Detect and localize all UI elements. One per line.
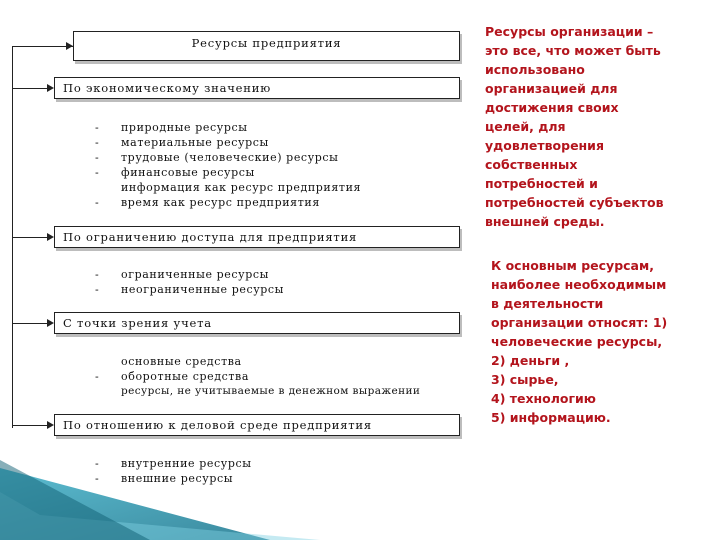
list-item: основные средства xyxy=(121,355,242,368)
definition-line: собственных xyxy=(485,157,578,172)
definition-line: это все, что может быть xyxy=(485,43,661,58)
definition-line: потребностей и xyxy=(485,176,598,191)
section-1-connector xyxy=(12,88,52,89)
definition-line: использовано xyxy=(485,62,585,77)
definition-line: удовлетворения xyxy=(485,138,604,153)
key-resources-line: 3) сырье, xyxy=(491,372,559,387)
list-dash: - xyxy=(95,196,100,209)
list-item: трудовые (человеческие) ресурсы xyxy=(121,151,339,164)
section-2-arrow-icon xyxy=(47,233,54,241)
list-item: внешние ресурсы xyxy=(121,472,234,485)
section-header-label: По ограничению доступа для предприятия xyxy=(63,230,358,244)
list-item: информация как ресурс предприятия xyxy=(121,181,362,194)
definition-line: Ресурсы организации – xyxy=(485,24,654,39)
list-dash: - xyxy=(95,166,100,179)
key-resources-line: организации относят: 1) xyxy=(491,315,668,330)
key-resources-line: человеческие ресурсы, xyxy=(491,334,663,349)
section-header-economic xyxy=(54,77,460,99)
section-header-label: По экономическому значению xyxy=(63,81,272,95)
section-2-connector xyxy=(12,237,52,238)
root-connector xyxy=(12,46,73,47)
list-item: ограниченные ресурсы xyxy=(121,268,269,281)
list-dash: - xyxy=(95,472,100,485)
list-item: оборотные средства xyxy=(121,370,249,383)
definition-line: потребностей субъектов xyxy=(485,195,664,210)
root-title: Ресурсы предприятия xyxy=(191,36,342,50)
section-header-label: С точки зрения учета xyxy=(63,316,212,330)
section-4-connector xyxy=(12,425,52,426)
list-dash: - xyxy=(95,457,100,470)
key-resources-text xyxy=(491,256,667,427)
root-box xyxy=(73,31,460,61)
key-resources-line: наиболее необходимым xyxy=(491,277,667,292)
list-dash: - xyxy=(95,370,100,383)
list-item: время как ресурс предприятия xyxy=(121,196,320,209)
list-item: неограниченные ресурсы xyxy=(121,283,285,296)
definition-line: целей, для xyxy=(485,119,566,134)
section-header-label: По отношению к деловой среде предприятия xyxy=(63,418,372,432)
definition-text xyxy=(485,22,663,231)
definition-line: организацией для xyxy=(485,81,618,96)
root-arrow-icon xyxy=(66,42,73,50)
definition-line: внешней среды. xyxy=(485,214,605,229)
key-resources-line: 5) информацию. xyxy=(491,410,611,425)
list-item: природные ресурсы xyxy=(121,121,248,134)
key-resources-line: К основным ресурсам, xyxy=(491,258,654,273)
list-item: внутренние ресурсы xyxy=(121,457,252,470)
definition-line: достижения своих xyxy=(485,100,619,115)
key-resources-line: 4) технологию xyxy=(491,391,596,406)
list-dash: - xyxy=(95,136,100,149)
section-1-arrow-icon xyxy=(47,84,54,92)
section-3-connector xyxy=(12,323,52,324)
list-item: материальные ресурсы xyxy=(121,136,269,149)
decorative-corner-shape xyxy=(0,430,330,540)
list-item: финансовые ресурсы xyxy=(121,166,255,179)
list-dash: - xyxy=(95,151,100,164)
key-resources-line: в деятельности xyxy=(491,296,604,311)
section-3-arrow-icon xyxy=(47,319,54,327)
key-resources-line: 2) деньги , xyxy=(491,353,570,368)
list-item: ресурсы, не учитываемые в денежном выражении xyxy=(121,385,421,397)
section-header-accounting xyxy=(54,312,460,334)
list-dash: - xyxy=(95,283,100,296)
section-header-access xyxy=(54,226,460,248)
list-dash: - xyxy=(95,121,100,134)
section-4-arrow-icon xyxy=(47,421,54,429)
list-dash: - xyxy=(95,268,100,281)
